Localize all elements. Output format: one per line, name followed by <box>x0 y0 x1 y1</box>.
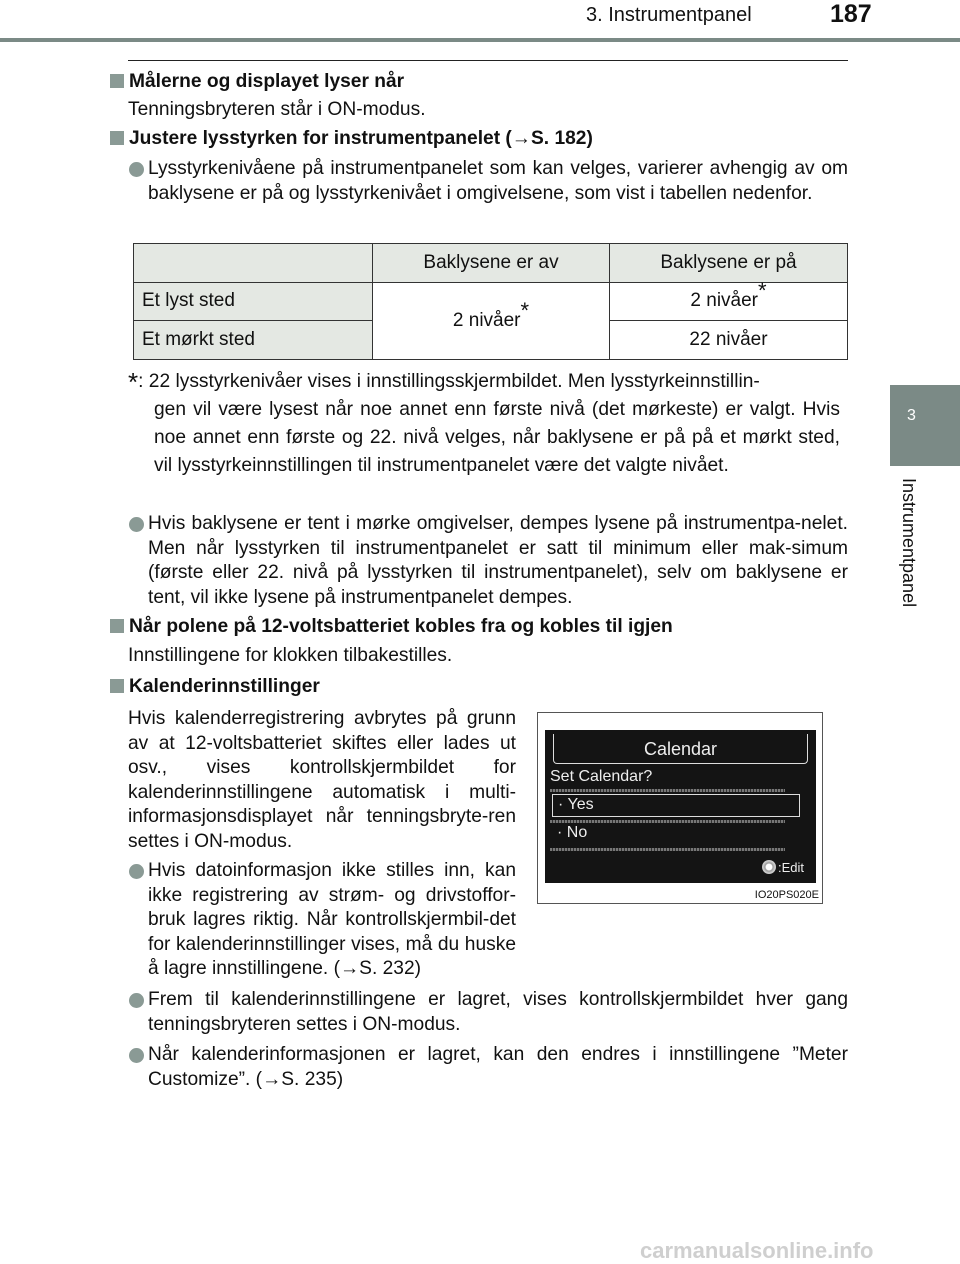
table-header-empty <box>134 244 373 283</box>
bullet-item <box>128 988 848 1037</box>
table-cell <box>373 282 610 359</box>
square-bullet-icon <box>110 619 124 633</box>
edit-text: :Edit <box>777 860 804 875</box>
dial-icon <box>762 860 776 874</box>
screen-title: Calendar <box>553 734 808 764</box>
heading-text: Målerne og displayet lyser når <box>129 71 405 92</box>
bullet-item <box>128 157 848 206</box>
edit-hint <box>762 860 804 875</box>
chapter-label: Instrumentpanel <box>899 478 919 608</box>
bullet-text: Hvis datoinformasjon ikke stilles inn, kan ikke registrering av strøm- og drivstoffor-bruk lagres riktig. Når kontrollskjermbil-det for kalenderinnstillinger vises, må du huske å lagre innstillingene. (→S. 232) <box>148 860 516 979</box>
circle-bullet-icon <box>129 993 144 1008</box>
heading-lights <box>110 70 404 94</box>
chapter-tab: 3 <box>890 385 960 466</box>
paragraph: Tenningsbryteren står i ON-modus. <box>128 99 426 120</box>
heading-text: Kalenderinnstillinger <box>129 676 320 697</box>
bullet-text: Når kalenderinformasjonen er lagret, kan den endres i innstillingene ”Meter Customize”. (→S. 235) <box>148 1044 848 1090</box>
asterisk: * <box>520 297 530 323</box>
brightness-table <box>133 243 848 360</box>
separator <box>550 848 785 851</box>
screen-question: Set Calendar? <box>550 768 653 785</box>
watermark: carmanualsonline.info <box>640 1238 874 1263</box>
option-yes: · Yes <box>552 794 800 817</box>
bullet-item <box>128 859 516 982</box>
footnote-text: : 22 lysstyrkenivåer vises i innstillingsskjermbildet. Men lysstyrkeinnstillin- <box>138 371 760 392</box>
separator <box>550 789 785 792</box>
circle-bullet-icon <box>129 864 144 879</box>
figure-code: IO20PS020E <box>754 889 819 901</box>
section-title: 3. Instrumentpanel <box>586 4 752 26</box>
row-label: Et mørkt sted <box>134 321 373 360</box>
row-label: Et lyst sted <box>134 282 373 321</box>
table-header: Baklysene er på <box>610 244 848 283</box>
calendar-figure <box>537 712 823 904</box>
circle-bullet-icon <box>129 162 144 177</box>
display-screen <box>545 730 816 883</box>
paragraph: Hvis kalenderregistrering avbrytes på grunn av at 12-voltsbatteriet skiftes eller lades ut osv., vises kontrollskjermbildet for kalenderinnstillingene automatisk i multi-informasjonsdisplayet når tenningsbryte-ren settes i ON-modus. <box>128 708 516 852</box>
square-bullet-icon <box>110 679 124 693</box>
page-number: 187 <box>830 0 872 28</box>
circle-bullet-icon <box>129 517 144 532</box>
separator <box>550 820 785 823</box>
table-cell <box>610 278 848 321</box>
footnote <box>128 368 840 480</box>
heading-text: Når polene på 12-voltsbatteriet kobles fra og kobles til igjen <box>129 616 673 637</box>
paragraph: Innstillingene for klokken tilbakestilles. <box>128 645 453 666</box>
heading-text: Justere lysstyrken for instrumentpanelet (→S. 182) <box>129 128 593 149</box>
heading-brightness <box>110 127 593 151</box>
footnote-text: gen vil være lysest når noe annet enn første nivå (det mørkeste) er valgt. Hvis noe annet enn første og 22. nivå velges, når baklysene er på på et mørkt sted, vil lysstyrkeinnstillingen til instrumentpanelet være det valgte nivået. <box>154 399 840 476</box>
option-no: · No <box>557 824 588 841</box>
heading-calendar <box>110 675 320 699</box>
asterisk: * <box>128 367 139 397</box>
bullet-item <box>128 1043 848 1092</box>
bullet-text: Frem til kalenderinnstillingene er lagret, vises kontrollskjermbildet hver gang tenningsbryteren settes i ON-modus. <box>148 989 848 1035</box>
bullet-text: Hvis baklysene er tent i mørke omgivelser, dempes lysene på instrumentpa-nelet. Men når lysstyrken til instrumentpanelet er satt til minimum eller mak-simum (første eller 22. nivå på lysstyrken til instrumentpanelet), selv om baklysene er tent, vil ikke lysene på instrumentpanelet dempes. <box>148 513 848 608</box>
heading-battery <box>110 615 673 639</box>
table-cell: 22 nivåer <box>610 321 848 360</box>
circle-bullet-icon <box>129 1048 144 1063</box>
cell-text: 2 nivåer <box>690 290 759 312</box>
square-bullet-icon <box>110 74 124 88</box>
top-rule <box>128 60 848 61</box>
header-divider <box>0 38 960 42</box>
bullet-text: Lysstyrkenivåene på instrumentpanelet som kan velges, varierer avhengig av om baklysene er på og lysstyrkenivået i omgivelsene, som vist i tabellen nedenfor. <box>148 158 848 204</box>
square-bullet-icon <box>110 131 124 145</box>
cell-text: 2 nivåer <box>452 309 521 331</box>
table-header: Baklysene er av <box>373 244 610 283</box>
asterisk: * <box>758 278 767 304</box>
bullet-item <box>128 512 848 610</box>
